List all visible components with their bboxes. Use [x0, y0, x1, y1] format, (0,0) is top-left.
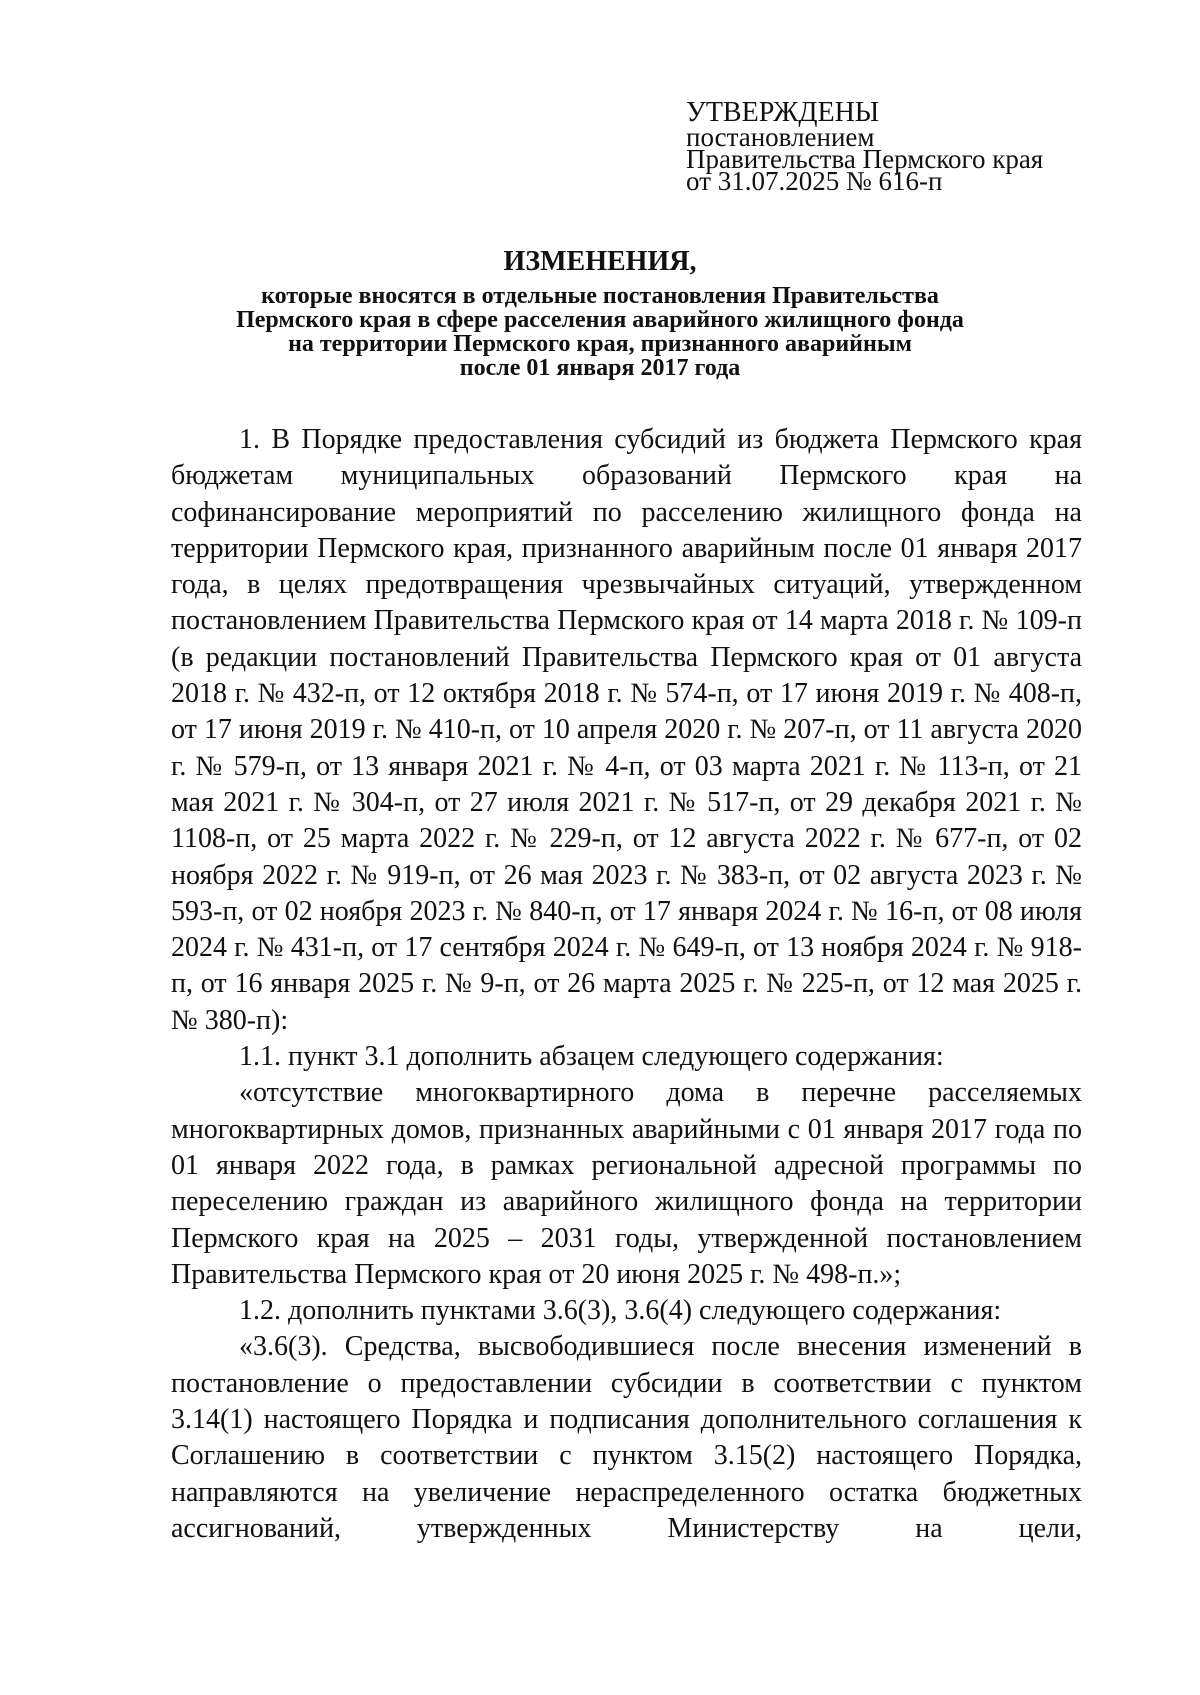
approval-line: постановлением	[686, 122, 875, 152]
approval-stamp	[686, 97, 1044, 196]
paragraph-1-1: 1.1. пункт 3.1 дополнить абзацем следующего содержания:	[239, 1041, 944, 1073]
approval-title: УТВЕРЖДЕНЫ	[686, 97, 880, 128]
paragraph-quote-2: «3.6(3). Средства, высвободившиеся после внесения изменений в постановление о предоставлении субсидии в соответствии с пунктом 3.14(1) настоящего Порядка и подписания дополнительного соглашения к Соглашению в соответствии с пунктом 3.15(2) настоящего Порядка, направляются на увеличение нераспределенного остатка бюджетных ассигнований, утвержденных Министерству на цели,	[171, 1331, 1082, 1544]
subtitle-line: на территории Пермского края, признанного аварийным	[288, 331, 912, 357]
document-subtitle	[140, 284, 1060, 380]
subtitle-line: после 01 января 2017 года	[459, 355, 741, 381]
paragraph-quote-1: «отсутствие многоквартирного дома в перечне расселяемых многоквартирных домов, признанных аварийными с 01 января 2017 года по 01 января 2022 года, в рамках региональной адресной программы по переселению граждан из аварийного жилищного фонда на территории Пермского края на 2025 – 2031 годы, утвержденной постановлением Правительства Пермского края от 20 июня 2025 г. № 498-п.»;	[171, 1077, 1082, 1290]
subtitle-line: Пермского края в сфере расселения аварийного жилищного фонда	[236, 307, 964, 333]
approval-line: Правительства Пермского края	[686, 144, 1044, 174]
subtitle-line: которые вносятся в отдельные постановления Правительства	[261, 283, 939, 309]
document-body	[171, 422, 1082, 1547]
document-title: ИЗМЕНЕНИЯ,	[503, 246, 697, 277]
paragraph-1: 1. В Порядке предоставления субсидий из бюджета Пермского края бюджетам муниципальных образований Пермского края на софинансирование мероприятий по расселению жилищного фонда на территории Пермского края, признанного аварийным после 01 января 2017 года, в целях предотвращения чрезвычайных ситуаций, утвержденном постановлением Правительства Пермского края от 14 марта 2018 г. № 109-п (в редакции постановлений Правительства Пермского края от 01 августа 2018 г. № 432-п, от 12 октября 2018 г. № 574-п, от 17 июня 2019 г. № 408-п, от 17 июня 2019 г. № 410-п, от 10 апреля 2020 г. № 207-п, от 11 августа 2020 г. № 579-п, от 13 января 2021 г. № 4-п, от 03 марта 2021 г. № 113-п, от 21 мая 2021 г. № 304-п, от 27 июля 2021 г. № 517-п, от 29 декабря 2021 г. № 1108-п, от 25 марта 2022 г. № 229-п, от 12 августа 2022 г. № 677-п, от 02 ноября 2022 г. № 919-п, от 26 мая 2023 г. № 383-п, от 02 августа 2023 г. № 593-п, от 02 ноября 2023 г. № 840-п, от 17 января 2024 г. № 16-п, от 08 июля 2024 г. № 431-п, от 17 сентября 2024 г. № 649-п, от 13 ноября 2024 г. № 918-п, от 16 января 2025 г. № 9-п, от 26 марта 2025 г. № 225-п, от 12 мая 2025 г. № 380-п):	[171, 424, 1082, 1036]
approval-line: от 31.07.2025 № 616-п	[686, 166, 943, 196]
paragraph-1-2: 1.2. дополнить пунктами 3.6(3), 3.6(4) следующего содержания:	[239, 1295, 1002, 1327]
